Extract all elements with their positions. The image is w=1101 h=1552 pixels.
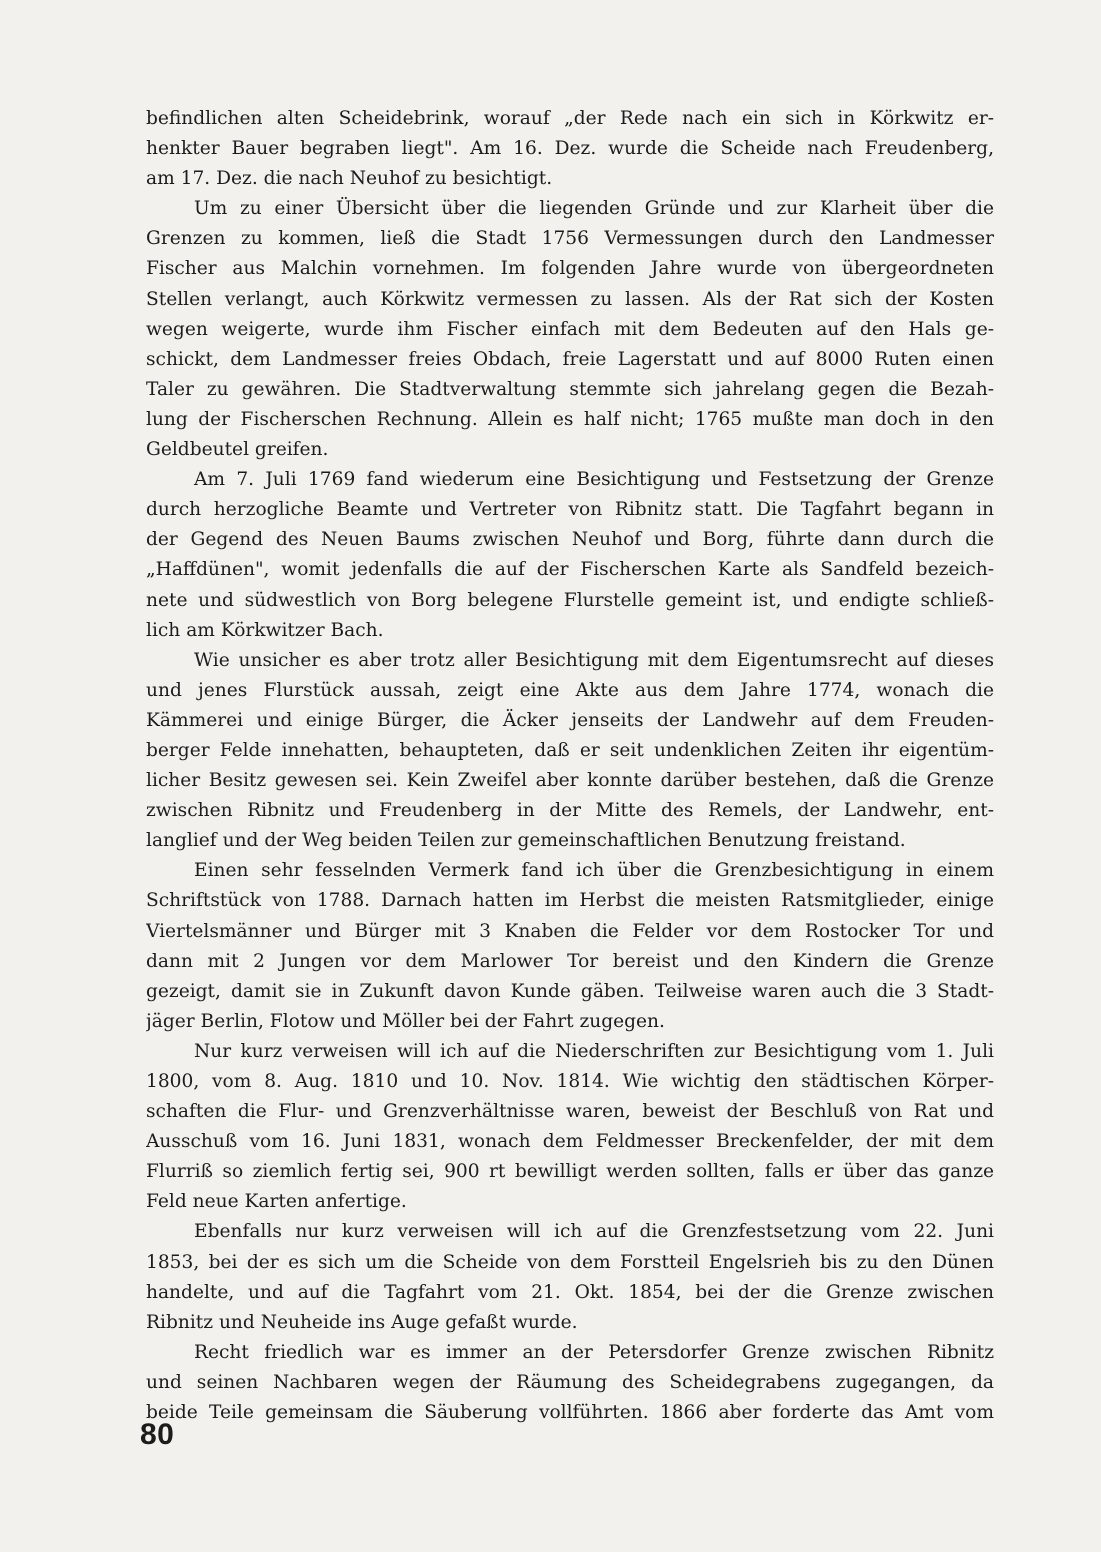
text-line: dann mit 2 Jungen vor dem Marlower Tor bereist und den Kindern die Grenze [146,950,994,972]
text-line: „Haffdünen", womit jedenfalls die auf der Fischerschen Karte als Sandfeld bezeich- [146,559,994,581]
text-line: befindlichen alten Scheidebrink, worauf „der Rede nach ein sich in Körkwitz er- [146,108,994,129]
text-line: gezeigt, damit sie in Zukunft davon Kunde gäben. Teilweise waren auch die 3 Stadt- [146,980,994,1002]
text-line: Fischer aus Malchin vornehmen. Im folgenden Jahre wurde von übergeordneten [146,258,994,280]
text-line: und jenes Flurstück aussah, zeigt eine Akte aus dem Jahre 1774, wonach die [146,679,994,701]
text-line: schaften die Flur- und Grenzverhältnisse waren, beweist der Beschluß von Rat und [146,1101,994,1123]
text-line: henkter Bauer begraben liegt". Am 16. Dez. wurde die Scheide nach Freudenberg, [146,138,994,160]
text-line: Kämmerei und einige Bürger, die Äcker jenseits der Landwehr auf dem Freuden- [146,709,994,731]
text-line: Ribnitz und Neuheide ins Auge gefaßt wurde. [146,1311,578,1333]
page-number: 80 [140,1418,175,1451]
text-line: beide Teile gemeinsam die Säuberung vollführten. 1866 aber forderte das Amt vom [146,1402,994,1424]
text-line: Viertelsmänner und Bürger mit 3 Knaben die Felder vor dem Rostocker Tor und [146,920,994,942]
text-line: lich am Körkwitzer Bach. [146,619,384,641]
text-line: am 17. Dez. die nach Neuhof zu besichtigt. [146,168,553,190]
text-line: Taler zu gewähren. Die Stadtverwaltung stemmte sich jahrelang gegen die Bezah- [146,378,994,400]
text-line: der Gegend des Neuen Baums zwischen Neuhof und Borg, führte dann durch die [146,529,994,551]
text-line: Ebenfalls nur kurz verweisen will ich auf die Grenzfestsetzung vom 22. Juni [194,1221,994,1243]
text-line: zwischen Ribnitz und Freudenberg in der Mitte des Remels, der Landwehr, ent- [146,800,994,822]
text-line: Einen sehr fesselnden Vermerk fand ich über die Grenzbesichtigung in einem [194,860,994,882]
text-line: wegen weigerte, wurde ihm Fischer einfach mit dem Bedeuten auf den Hals ge- [146,318,994,340]
text-line: Wie unsicher es aber trotz aller Besichtigung mit dem Eigentumsrecht auf dieses [194,649,994,671]
text-line: Am 7. Juli 1769 fand wiederum eine Besichtigung und Festsetzung der Grenze [194,469,994,491]
text-line: jäger Berlin, Flotow und Möller bei der Fahrt zugegen. [146,1010,665,1032]
text-line: lung der Fischerschen Rechnung. Allein es half nicht; 1765 mußte man doch in den [146,408,994,430]
text-line: berger Felde innehatten, behaupteten, daß er seit undenklichen Zeiten ihr eigentüm- [146,739,994,761]
text-line: licher Besitz gewesen sei. Kein Zweifel aber konnte darüber bestehen, daß die Grenze [146,770,994,792]
text-line: und seinen Nachbaren wegen der Räumung des Scheidegrabens zugegangen, da [146,1371,994,1393]
text-line: Feld neue Karten anfertige. [146,1191,407,1213]
text-line: durch herzogliche Beamte und Vertreter von Ribnitz statt. Die Tagfahrt begann in [146,499,994,521]
text-line: Geldbeutel greifen. [146,439,329,461]
text-line: Recht friedlich war es immer an der Petersdorfer Grenze zwischen Ribnitz [194,1341,994,1363]
text-line: Stellen verlangt, auch Körkwitz vermessen zu lassen. Als der Rat sich der Kosten [146,288,994,310]
text-line: Um zu einer Übersicht über die liegenden Gründe und zur Klarheit über die [194,198,994,220]
text-line: 1800, vom 8. Aug. 1810 und 10. Nov. 1814. Wie wichtig den städtischen Körper- [146,1071,994,1092]
text-line: Schriftstück von 1788. Darnach hatten im Herbst die meisten Ratsmitglieder, einige [146,890,994,912]
text-line: schickt, dem Landmesser freies Obdach, freie Lagerstatt und auf 8000 Ruten einen [146,348,994,370]
text-line: Grenzen zu kommen, ließ die Stadt 1756 Vermessungen durch den Landmesser [146,228,994,250]
text-line: nete und südwestlich von Borg belegene Flurstelle gemeint ist, und endigte schließ- [146,589,994,611]
text-line: Ausschuß vom 16. Juni 1831, wonach dem Feldmesser Breckenfelder, der mit dem [146,1131,994,1153]
body-text [146,104,994,1428]
text-line: handelte, und auf die Tagfahrt vom 21. Okt. 1854, bei der die Grenze zwischen [146,1281,994,1303]
text-line: langlief und der Weg beiden Teilen zur gemeinschaftlichen Benutzung freistand. [146,830,906,852]
text-line: Flurriß so ziemlich fertig sei, 900 rt bewilligt werden sollten, falls er über das ganze [146,1161,994,1183]
text-line: 1853, bei der es sich um die Scheide von dem Forstteil Engelsrieh bis zu den Dünen [146,1251,994,1273]
text-line: Nur kurz verweisen will ich auf die Niederschriften zur Besichtigung vom 1. Juli [194,1040,994,1062]
